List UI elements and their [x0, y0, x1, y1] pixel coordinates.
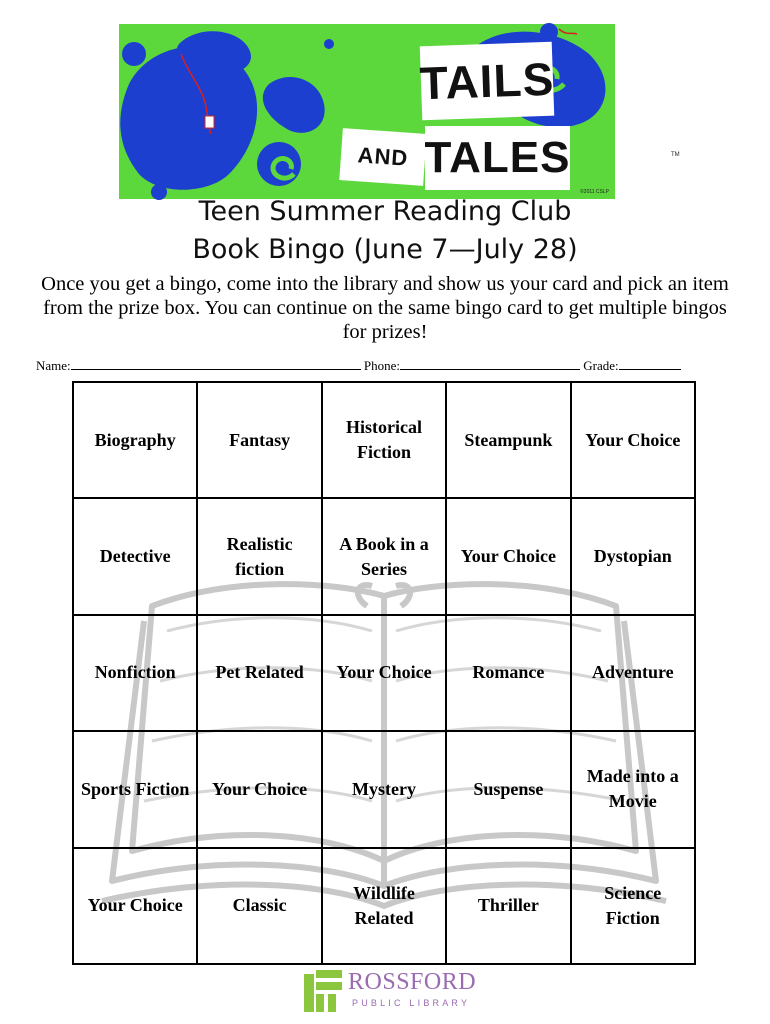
banner-word-and: AND: [339, 128, 426, 186]
form-fields: [36, 358, 706, 374]
phone-label: Phone:: [363, 358, 401, 373]
phone-field[interactable]: [400, 358, 580, 370]
page-subtitle: Book Bingo (June 7—July 28): [192, 234, 578, 265]
bingo-cell[interactable]: Suspense: [446, 731, 570, 847]
bingo-cell[interactable]: Made into a Movie: [571, 731, 695, 847]
bingo-cell[interactable]: Detective: [73, 498, 197, 614]
banner-word-tales: TALES: [425, 126, 570, 190]
bingo-cell[interactable]: Mystery: [322, 731, 446, 847]
bingo-cell[interactable]: Pet Related: [197, 615, 321, 731]
bingo-cell[interactable]: Sports Fiction: [73, 731, 197, 847]
trademark: TM: [671, 152, 680, 158]
bingo-cell[interactable]: Nonfiction: [73, 615, 197, 731]
library-logo: [302, 968, 477, 1018]
bingo-cell[interactable]: A Book in a Series: [322, 498, 446, 614]
bingo-card: [72, 381, 696, 965]
bingo-cell[interactable]: Your Choice: [446, 498, 570, 614]
banner-copyright: ©2011 CSLP: [580, 189, 609, 195]
bingo-cell[interactable]: Historical Fiction: [322, 382, 446, 498]
bingo-cell[interactable]: Classic: [197, 848, 321, 964]
bingo-cell[interactable]: Your Choice: [197, 731, 321, 847]
library-subtitle: PUBLIC LIBRARY: [352, 998, 471, 1008]
page-title: Teen Summer Reading Club: [198, 196, 572, 227]
banner-word-tails: TAILS: [420, 42, 555, 121]
bingo-cell[interactable]: Thriller: [446, 848, 570, 964]
bingo-grid: [72, 381, 696, 965]
bingo-cell[interactable]: Steampunk: [446, 382, 570, 498]
name-field[interactable]: [71, 358, 361, 370]
grade-field[interactable]: [619, 358, 681, 370]
bingo-cell[interactable]: Fantasy: [197, 382, 321, 498]
bingo-cell[interactable]: Adventure: [571, 615, 695, 731]
name-label: Name:: [36, 358, 71, 373]
instructions-text: Once you get a bingo, come into the library and show us your card and pick an item from the prize box. You can continue on the same bingo card to get multiple bingos for prizes!: [41, 273, 729, 343]
library-logo-icon: [302, 968, 346, 1018]
bingo-cell[interactable]: Dystopian: [571, 498, 695, 614]
bingo-cell[interactable]: Romance: [446, 615, 570, 731]
bingo-cell[interactable]: Biography: [73, 382, 197, 498]
library-name: ROSSFORD: [348, 969, 477, 995]
bingo-cell[interactable]: Wildlife Related: [322, 848, 446, 964]
bingo-cell[interactable]: Your Choice: [73, 848, 197, 964]
bingo-cell[interactable]: Your Choice: [322, 615, 446, 731]
banner-image: [119, 24, 680, 199]
bingo-cell[interactable]: Science Fiction: [571, 848, 695, 964]
bingo-cell[interactable]: Your Choice: [571, 382, 695, 498]
grade-label: Grade:: [583, 358, 619, 373]
bingo-cell[interactable]: Realistic fiction: [197, 498, 321, 614]
